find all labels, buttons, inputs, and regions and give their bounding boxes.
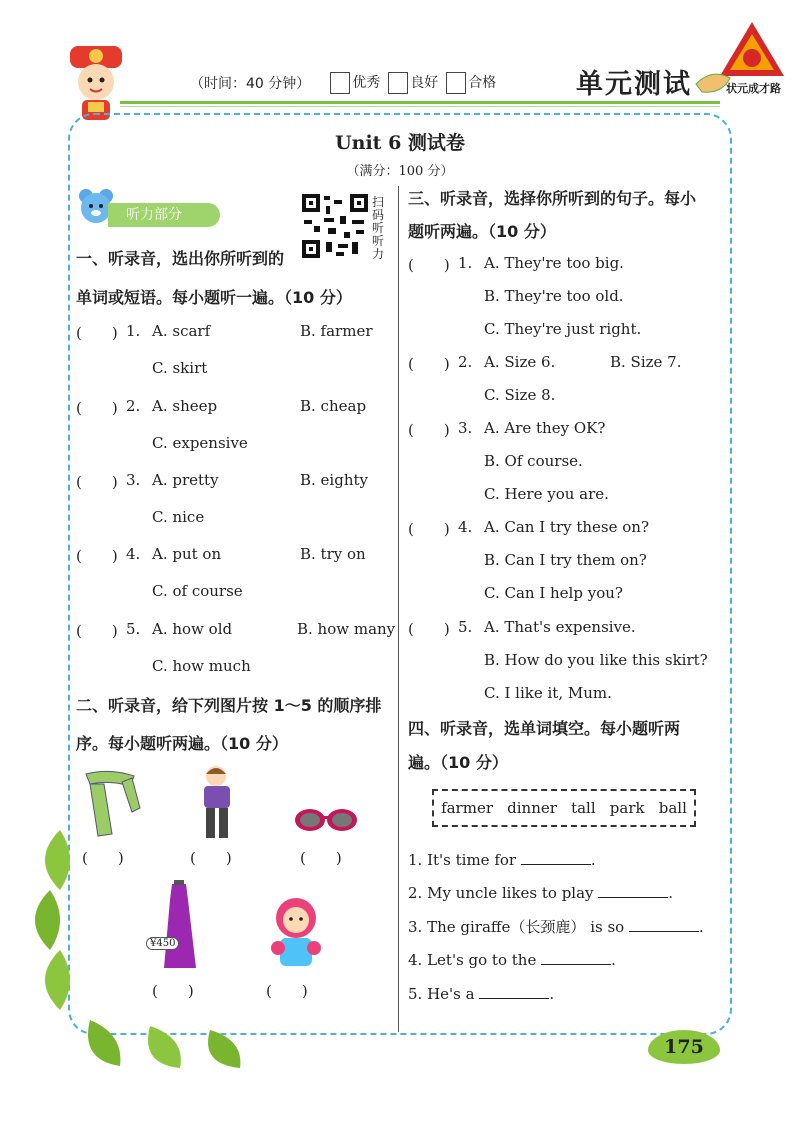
sunglasses-picture [290, 800, 364, 836]
fill-sentence-5 [408, 984, 554, 1003]
part4-heading-line1: 四、听录音，选单词填空。每小题听两 [408, 719, 681, 738]
sentence-text: 3. The giraffe（长颈鹿） is so [408, 918, 625, 936]
answer-paren[interactable]: ( ) [76, 622, 118, 640]
word-bank-item: farmer [441, 799, 493, 817]
option-b: B. Can I try them on? [484, 551, 647, 569]
answer-paren[interactable]: ( ) [76, 547, 118, 565]
brand-logo [692, 18, 788, 108]
item-number: 1. [126, 322, 141, 340]
item-number: 4. [458, 518, 473, 536]
answer-blank[interactable] [521, 850, 591, 865]
page-title: Unit 6 测试卷 [335, 132, 465, 154]
option-b: B. They're too old. [484, 287, 624, 305]
option-b: B. how many [297, 620, 396, 638]
option-a: A. Are they OK? [484, 419, 606, 437]
part2-heading-line2: 序。每小题听两遍。（10 分） [76, 734, 288, 753]
picture-answer-paren-4[interactable]: ( ) [152, 982, 194, 1000]
sentence-end: . [611, 951, 616, 969]
sentence-text: 5. He's a [408, 985, 475, 1003]
sentence-end: . [668, 884, 674, 902]
option-c: C. Size 8. [484, 386, 556, 404]
item-number: 5. [458, 618, 473, 636]
page-number: 175 [648, 1030, 720, 1064]
part4-heading-line2: 遍。（10 分） [408, 753, 508, 772]
part1-heading-line2: 单词或短语。每小题听一遍。（10 分） [76, 288, 352, 307]
girl-picture [264, 894, 328, 970]
part1-heading-line1: 一、听录音，选出你所听到的 [76, 249, 285, 268]
picture-answer-paren-1[interactable]: ( ) [82, 849, 124, 867]
answer-blank[interactable] [598, 883, 668, 898]
fill-sentence-1 [408, 850, 596, 869]
grade-checkbox-excellent[interactable] [330, 72, 350, 94]
price-tag: ¥450 [146, 937, 179, 950]
word-bank [432, 789, 696, 827]
option-b: B. cheap [300, 397, 367, 415]
word-bank-item: park [609, 799, 645, 817]
option-c: C. nice [152, 508, 205, 526]
fill-sentence-2 [408, 883, 673, 902]
answer-blank[interactable] [629, 917, 699, 932]
fill-sentence-3 [408, 916, 704, 937]
mascot-illustration [56, 42, 136, 124]
grade-excellent-label: 优秀 [352, 75, 381, 91]
option-c: C. I like it, Mum. [484, 684, 612, 702]
grade-checkbox-good[interactable] [388, 72, 408, 94]
picture-answer-paren-3[interactable]: ( ) [300, 849, 342, 867]
option-c: C. expensive [152, 434, 248, 452]
sentence-text: 1. It's time for [408, 851, 517, 869]
sentence-end: . [549, 985, 555, 1003]
section-title: 单元测试 [576, 69, 692, 100]
answer-paren[interactable]: ( ) [408, 421, 450, 439]
option-b: B. How do you like this skirt? [484, 651, 708, 669]
option-c: C. Here you are. [484, 485, 609, 503]
option-b: B. try on [300, 545, 366, 563]
word-bank-item: tall [571, 799, 596, 817]
picture-answer-paren-5[interactable]: ( ) [266, 982, 308, 1000]
grade-checkbox-pass[interactable] [446, 72, 466, 94]
option-a: A. Size 6. [484, 353, 556, 371]
answer-paren[interactable]: ( ) [408, 355, 450, 373]
listening-section-badge: 听力部分 [108, 203, 220, 227]
item-number: 5. [126, 620, 141, 638]
option-a: A. They're too big. [484, 254, 624, 272]
item-number: 3. [126, 471, 141, 489]
header-info [190, 72, 496, 94]
option-c: C. They're just right. [484, 320, 642, 338]
answer-blank[interactable] [541, 950, 611, 965]
part2-heading-line1: 二、听录音，给下列图片按 1～5 的顺序排 [76, 696, 382, 715]
option-c: C. skirt [152, 359, 208, 377]
page-subtitle: （满分：100 分） [346, 164, 454, 179]
option-c: C. of course [152, 582, 243, 600]
answer-paren[interactable]: ( ) [408, 520, 450, 538]
part3-heading-line1: 三、听录音，选择你所听到的句子。每小 [408, 189, 697, 208]
leaves-decoration [20, 820, 270, 1070]
answer-paren[interactable]: ( ) [408, 620, 450, 638]
option-b: B. eighty [300, 471, 368, 489]
picture-answer-paren-2[interactable]: ( ) [190, 849, 232, 867]
option-a: A. how old [152, 620, 233, 638]
sentence-end: . [698, 918, 704, 936]
time-label: （时间：40 分钟） [190, 76, 311, 92]
option-a: A. scarf [152, 322, 211, 340]
brand-text: 状元成才路 [726, 82, 781, 95]
option-b: B. farmer [300, 322, 373, 340]
answer-paren[interactable]: ( ) [76, 324, 118, 342]
part3-heading-line2: 题听两遍。（10 分） [408, 222, 556, 241]
item-number: 1. [458, 254, 473, 272]
option-a: A. Can I try these on? [484, 518, 649, 536]
sentence-text: 2. My uncle likes to play [408, 884, 594, 902]
header-rule-thin [120, 106, 720, 107]
qr-code-icon[interactable] [300, 192, 370, 260]
header-rule [120, 101, 720, 104]
answer-paren[interactable]: ( ) [76, 399, 118, 417]
grade-good-label: 良好 [410, 75, 439, 91]
fill-sentence-4 [408, 950, 616, 969]
grade-pass-label: 合格 [468, 75, 497, 91]
item-number: 2. [126, 397, 141, 415]
item-number: 4. [126, 545, 141, 563]
answer-paren[interactable]: ( ) [76, 473, 118, 491]
option-b: B. Size 7. [610, 353, 682, 371]
answer-paren[interactable]: ( ) [408, 256, 450, 274]
option-a: A. put on [152, 545, 222, 563]
sentence-text: 4. Let's go to the [408, 951, 537, 969]
sentence-end: . [590, 851, 596, 869]
word-bank-item: ball [658, 799, 687, 817]
item-number: 3. [458, 419, 473, 437]
qr-label: 扫码听听力 [372, 195, 385, 261]
option-a: A. pretty [152, 471, 219, 489]
answer-blank[interactable] [479, 984, 549, 999]
option-a: A. That's expensive. [484, 618, 636, 636]
column-divider [398, 186, 399, 1032]
option-c: C. how much [152, 657, 251, 675]
option-c: C. Can I help you? [484, 584, 623, 602]
option-a: A. sheep [152, 397, 218, 415]
word-bank-item: dinner [507, 799, 557, 817]
option-b: B. Of course. [484, 452, 583, 470]
item-number: 2. [458, 353, 473, 371]
